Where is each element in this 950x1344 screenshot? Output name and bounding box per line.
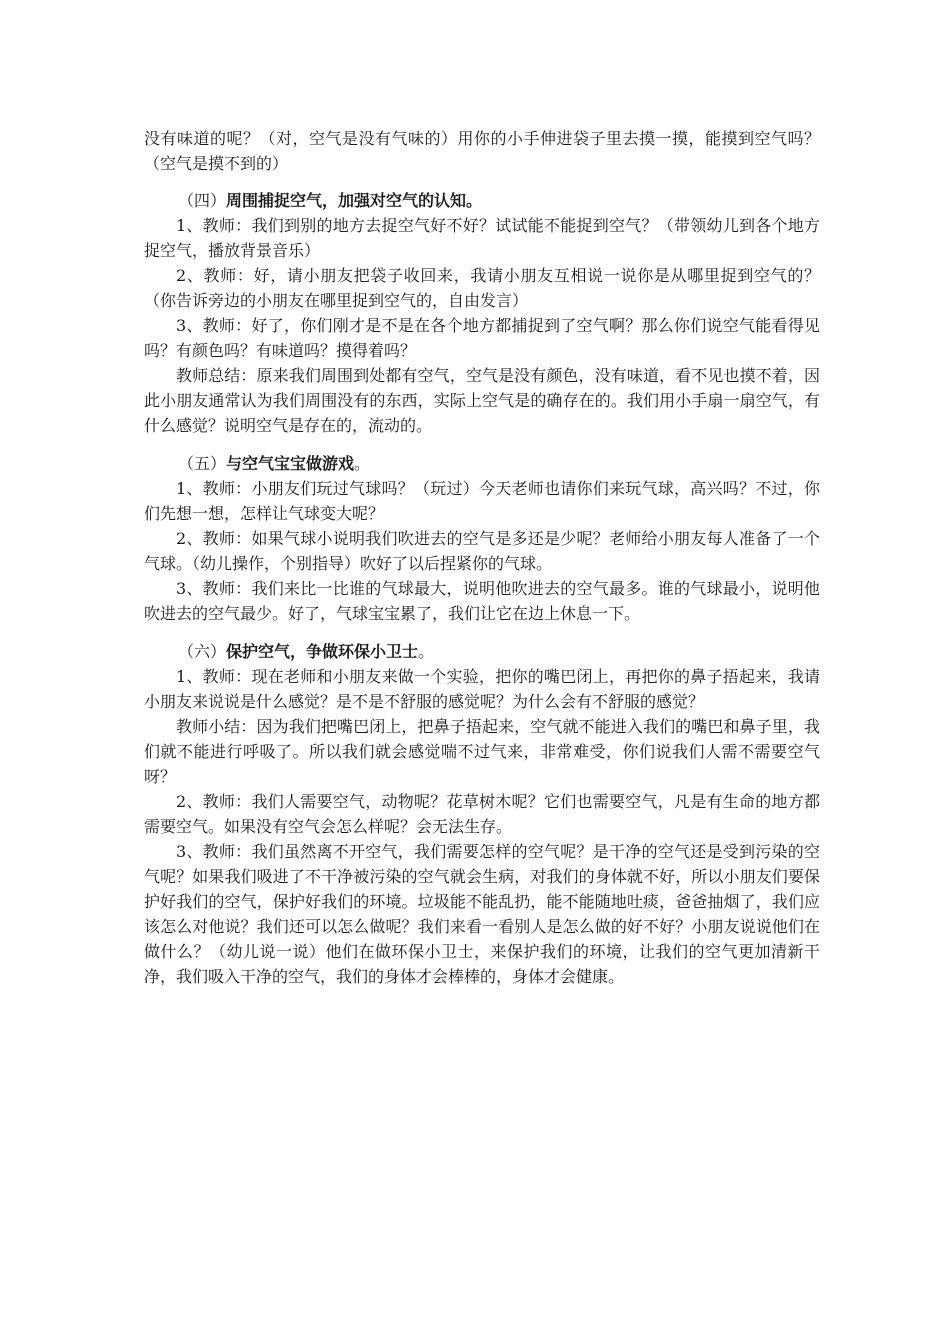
paragraph: 教师总结：原来我们周围到处都有空气，空气是没有颜色，没有味道，看不见也摸不着，因此小朋友通常认为我们周围没有的东西，实际上空气是的确存在的。我们用小手扇一扇空气，有什么感觉？说明空气是存在的，流动的。 [144, 366, 820, 435]
section-heading-4 [144, 188, 820, 213]
spacer [144, 176, 820, 186]
section-heading-6 [144, 639, 820, 664]
section-title: 与空气宝宝做游戏 [226, 454, 355, 473]
section-number: （六） [178, 642, 227, 661]
document-body [144, 126, 820, 989]
section-heading-5 [144, 451, 820, 476]
intro-paragraph: 没有味道的呢？（对，空气是没有气味的）用你的小手伸进袋子里去摸一摸，能摸到空气吗？（空气是摸不到的） [144, 129, 820, 173]
paragraph: 1、教师：现在老师和小朋友来做一个实验，把你的嘴巴闭上，再把你的鼻子捂起来，我请小朋友来说说是什么感觉？是不是不舒服的感觉呢？为什么会有不舒服的感觉？ [144, 667, 820, 711]
paragraph: 2、教师：如果气球小说明我们吹进去的空气是多还是少呢？老师给小朋友每人准备了一个气球。（幼儿操作，个别指导）吹好了以后捏紧你的气球。 [144, 529, 820, 573]
paragraph: 3、教师：好了，你们刚才是不是在各个地方都捕捉到了空气啊？那么你们说空气能看得见吗？有颜色吗？有味道吗？摸得着吗？ [144, 316, 820, 360]
section-title: 保护空气，争做环保小卫士 [226, 642, 419, 661]
section-title-tail: 。 [354, 454, 371, 473]
section-title: 周围捕捉空气，加强对空气的认知。 [226, 191, 483, 210]
paragraph: 2、教师：我们人需要空气，动物呢？花草树木呢？它们也需要空气，凡是有生命的地方都需要空气。如果没有空气会怎么样呢？会无法生存。 [144, 792, 820, 836]
paragraph: 2、教师：好，请小朋友把袋子收回来，我请小朋友互相说一说你是从哪里捉到空气的？（你告诉旁边的小朋友在哪里捉到空气的，自由发言） [144, 266, 820, 310]
paragraph: 教师小结：因为我们把嘴巴闭上，把鼻子捂起来，空气就不能进入我们的嘴巴和鼻子里，我们就不能进行呼吸了。所以我们就会感觉喘不过气来，非常难受，你们说我们人需不需要空气呀？ [144, 717, 820, 786]
paragraph: 1、教师：小朋友们玩过气球吗？（玩过）今天老师也请你们来玩气球，高兴吗？不过，你们先想一想，怎样让气球变大呢？ [144, 479, 820, 523]
paragraph: 1、教师：我们到别的地方去捉空气好不好？试试能不能捉到空气？（带领幼儿到各个地方捉空气，播放背景音乐） [144, 216, 820, 260]
section-title-tail: 。 [418, 642, 435, 661]
paragraph: 3、教师：我们虽然离不开空气，我们需要怎样的空气呢？是干净的空气还是受到污染的空气呢？如果我们吸进了不干净被污染的空气就会生病，对我们的身体就不好，所以小朋友们要保护好我们的空气，保护好我们的环境。垃圾能不能乱扔，能不能随地吐痰，爸爸抽烟了，我们应该怎么对他说？我们还可以怎么做呢？我们来看一看别人是怎么做的好不好？小朋友说说他们在做什么？（幼儿说一说）他们在做环保小卫士，来保护我们的环境，让我们的空气更加清新干净，我们吸入干净的空气，我们的身体才会棒棒的，身体才会健康。 [144, 842, 820, 986]
paragraph: 3、教师：我们来比一比谁的气球最大，说明他吹进去的空气最多。谁的气球最小，说明他吹进去的空气最少。好了，气球宝宝累了，我们让它在边上休息一下。 [144, 579, 820, 623]
section-number: （五） [178, 454, 227, 473]
section-number: （四） [178, 191, 227, 210]
